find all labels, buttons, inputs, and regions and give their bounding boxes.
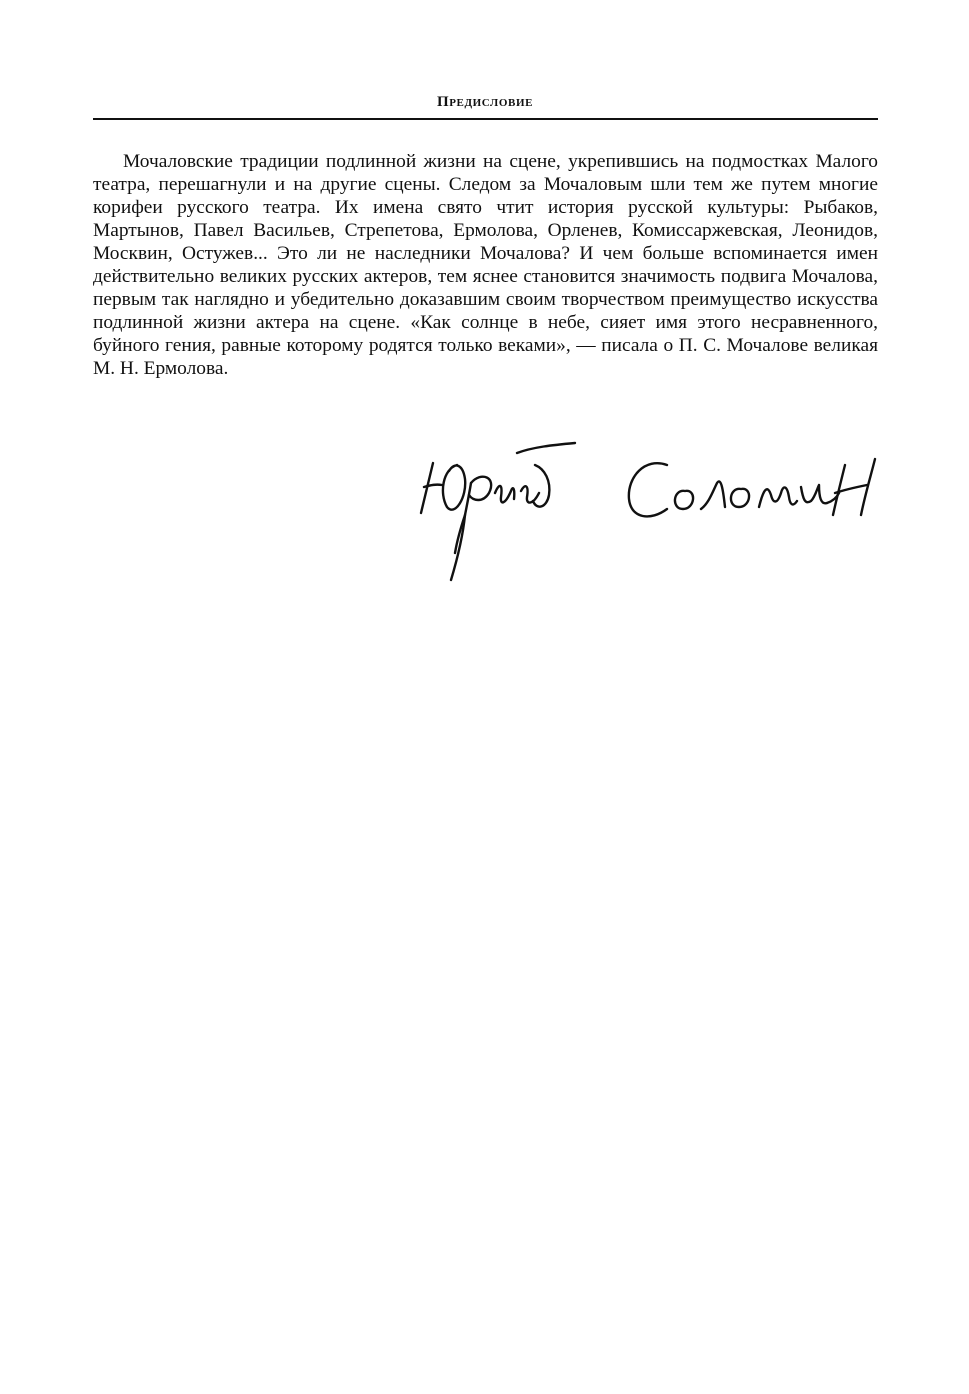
body-paragraph: Мочаловские традиции подлинной жизни на сцене, укрепившись на подмостках Малого театра, перешагнули и на другие сцены. Следом за Мочаловым шли тем же путем многие корифеи русского театра. Их имена свято чтит история русской культуры: Рыбаков, Мартынов, Павел Васильев, Стрепетова, Ермолова, Орленев, Комиссаржевская, Леонидов, Москвин, Остужев... Это ли не наследники Мочалова? И чем больше вспоминается имен действительно великих русских актеров, тем яснее становится значимость подвига Мочалова, первым так наглядно и убедительно доказавшим своим творчеством преимущество искусства подлинной жизни актера на сцене. «Как солнце в небе, сияет имя этого несравненного, буйного гения, равные которому родятся только веками», — писала о П. С. Мочалове великая М. Н. Ермолова. [93,151,878,379]
running-header [93,92,877,112]
header-rule [93,118,878,120]
signature-drawing [405,435,885,585]
running-title: Предисловие [436,94,534,110]
handwritten-signature [405,435,885,585]
